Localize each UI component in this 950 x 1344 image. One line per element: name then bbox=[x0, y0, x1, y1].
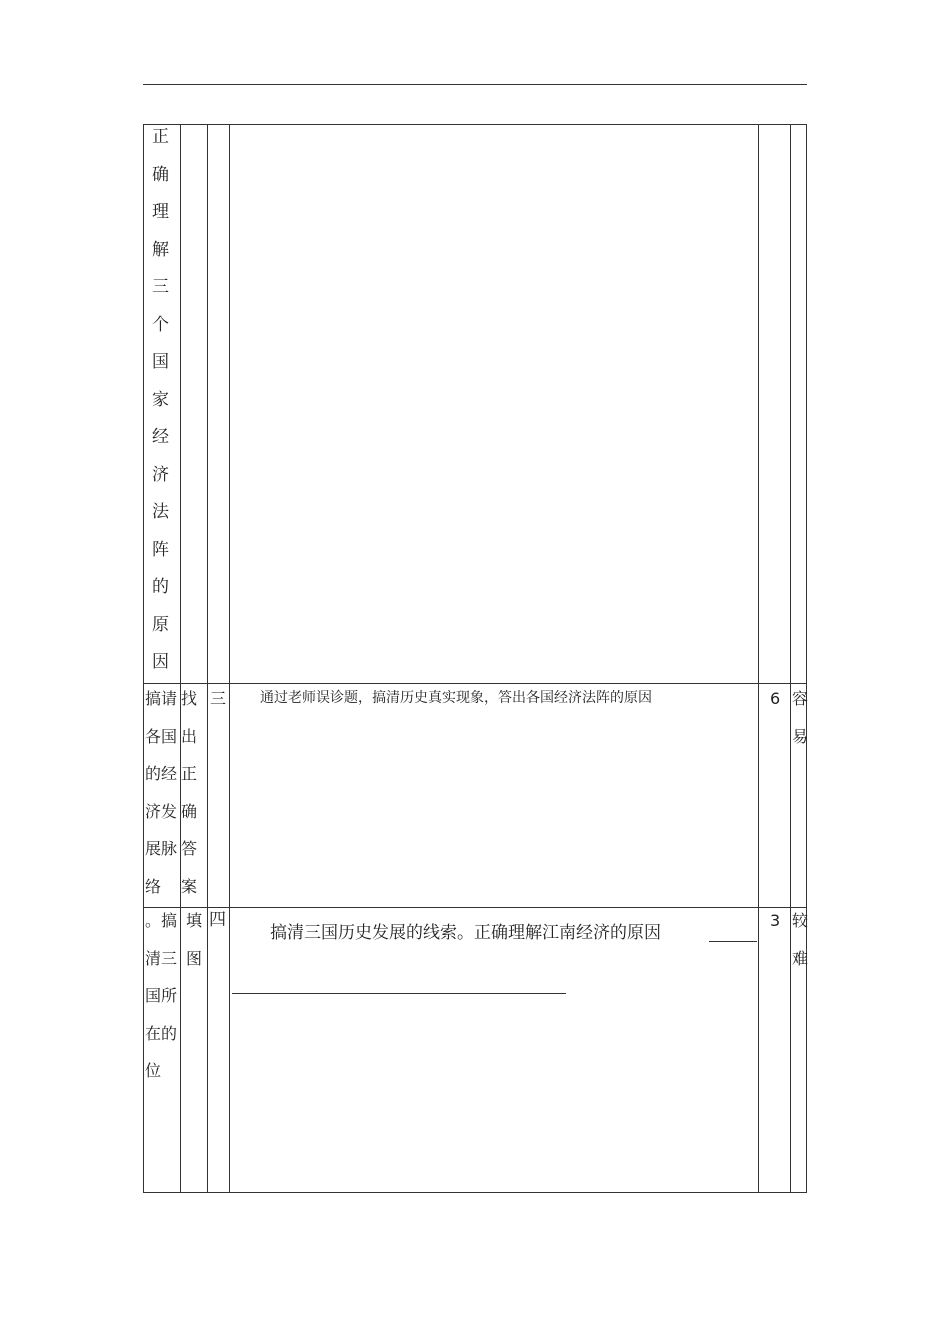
row3-difficulty: 较难 bbox=[792, 911, 809, 968]
row2-difficulty: 容易 bbox=[792, 689, 809, 746]
row-divider bbox=[144, 907, 806, 908]
answer-blank bbox=[709, 923, 757, 942]
row2-content: 通过老师误诊题，搞清历史真实现象，答出各国经济法阵的原因 bbox=[260, 690, 652, 706]
row1-topic: 正确理解三个国家经济法阵的原因 bbox=[152, 127, 169, 672]
row3-method: 填图 bbox=[186, 911, 203, 968]
column-divider bbox=[790, 125, 791, 1192]
row3-score: 3 bbox=[770, 911, 781, 930]
answer-blank-line bbox=[232, 975, 566, 994]
header-rule bbox=[143, 84, 807, 85]
row3-content: 搞清三国历史发展的线索。正确理解江南经济的原因 bbox=[270, 923, 661, 943]
column-divider bbox=[758, 125, 759, 1192]
column-divider bbox=[229, 125, 230, 1192]
content-table bbox=[143, 124, 807, 1193]
row2-question-type: 三 bbox=[210, 689, 227, 708]
row2-method: 找出正确答案 bbox=[181, 689, 198, 896]
column-divider bbox=[207, 125, 208, 1192]
row3-topic: 。搞清三国所在的位 bbox=[145, 911, 178, 1080]
row2-topic: 搞请各国的经济发展脉络 bbox=[145, 689, 178, 896]
row3-question-type: 四 bbox=[209, 910, 226, 930]
row2-score: 6 bbox=[770, 689, 781, 708]
